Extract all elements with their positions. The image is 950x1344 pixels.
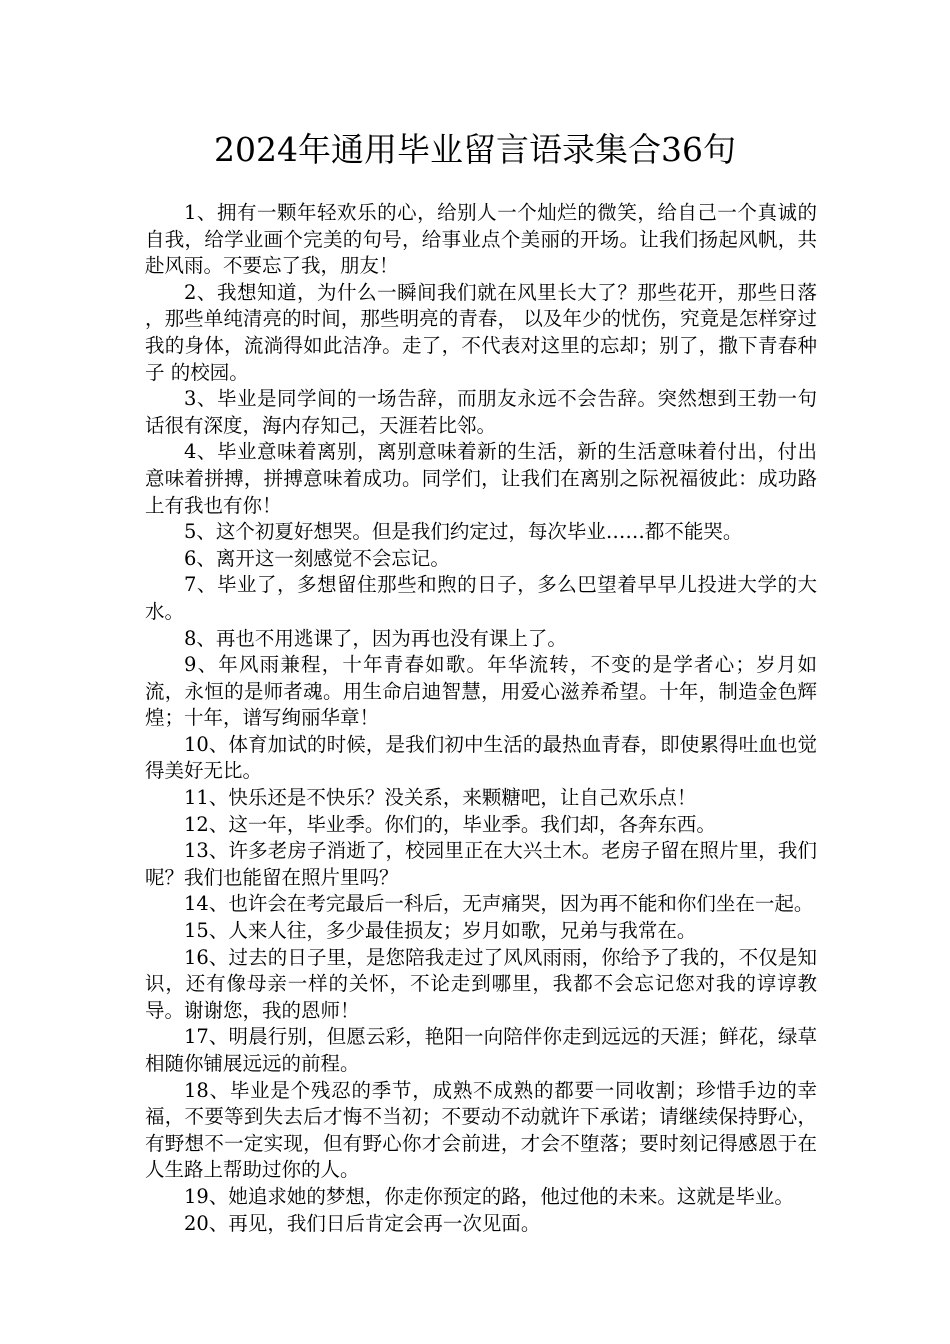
quote-paragraph: 11、快乐还是不快乐？没关系，来颗糖吧，让自己欢乐点！ — [184, 786, 697, 810]
quote-paragraph: 1、拥有一颗年轻欢乐的心，给别人一个灿烂的微笑，给自己一个真诚的自我，给学业画个完美的句号，给事业点个美丽的开场。让我们扬起风帆，共赴风雨。不要忘了我，朋友！ — [145, 201, 817, 278]
quote-paragraph: 18、毕业是个残忍的季节，成熟不成熟的都要一同收割；珍惜手边的幸福，不要等到失去后才悔不当初；不要动不动就许下承诺；请继续保持野心，有野想不一定实现，但有野心你才会前进，才会不堕落；要时刻记得感恩于在人生路上帮助过你的人。 — [145, 1078, 817, 1182]
document-body — [145, 200, 817, 1237]
quote-paragraph: 10、体育加试的时候，是我们初中生活的最热血青春，即使累得吐血也觉得美好无比。 — [145, 732, 817, 783]
quote-paragraph: 2、我想知道，为什么一瞬间我们就在风里长大了？那些花开，那些日落 ，那些单纯清亮的时间，那些明亮的青春， 以及年少的忧伤，究竟是怎样穿过我的身体，流淌得如此洁净。走了，不代表对这里的忘却；别了，撒下青春种子 的校园。 — [145, 280, 817, 384]
quote-paragraph: 9、年风雨兼程，十年青春如歌。年华流转，不变的是学者心；岁月如流，永恒的是师者魂。用生命启迪智慧，用爱心滋养希望。十年，制造金色辉煌；十年，谱写绚丽华章！ — [145, 653, 817, 730]
quote-paragraph: 13、许多老房子消逝了，校园里正在大兴土木。老房子留在照片里，我们呢？我们也能留在照片里吗？ — [145, 839, 817, 889]
quote-paragraph: 12、这一年，毕业季。你们的，毕业季。我们却，各奔东西。 — [184, 812, 716, 836]
quote-paragraph: 14、也许会在考完最后一科后，无声痛哭，因为再不能和你们坐在一起。 — [184, 892, 814, 916]
quote-paragraph: 20、再见，我们日后肯定会再一次见面。 — [184, 1211, 541, 1235]
quote-paragraph: 8、再也不用逃课了，因为再也没有课上了。 — [184, 626, 567, 650]
quote-paragraph: 7、毕业了，多想留住那些和煦的日子，多么巴望着早早儿投进大学的大水。 — [145, 573, 817, 623]
quote-paragraph: 3、毕业是同学间的一场告辞，而朋友永远不会告辞。突然想到王勃一句话很有深度，海内存知己，天涯若比邻。 — [145, 387, 817, 437]
quote-paragraph: 5、这个初夏好想哭。但是我们约定过，每次毕业……都不能哭。 — [184, 520, 743, 544]
quote-paragraph: 4、毕业意味着离别，离别意味着新的生活，新的生活意味着付出，付出意味着拼搏，拼搏意味着成功。同学们，让我们在离别之际祝福彼此：成功路上有我也有你！ — [145, 440, 817, 517]
quote-paragraph: 19、她追求她的梦想，你走你预定的路，他过他的未来。这就是毕业。 — [184, 1184, 794, 1208]
document-title: 2024年通用毕业留言语录集合36句 — [214, 130, 736, 169]
quote-paragraph: 6、离开这一刻感觉不会忘记。 — [184, 546, 450, 570]
quote-paragraph: 17、明晨行别，但愿云彩，艳阳一向陪伴你走到远远的天涯；鲜花，绿草相随你铺展远远的前程。 — [145, 1025, 817, 1075]
quote-paragraph: 15、人来人往，多少最佳损友；岁月如歌，兄弟与我常在。 — [184, 919, 697, 943]
quote-paragraph: 16、过去的日子里，是您陪我走过了风风雨雨，你给予了我的，不仅是知识，还有像母亲一样的关怀，不论走到哪里，我都不会忘记您对我的谆谆教导。谢谢您，我的恩师！ — [145, 945, 817, 1022]
